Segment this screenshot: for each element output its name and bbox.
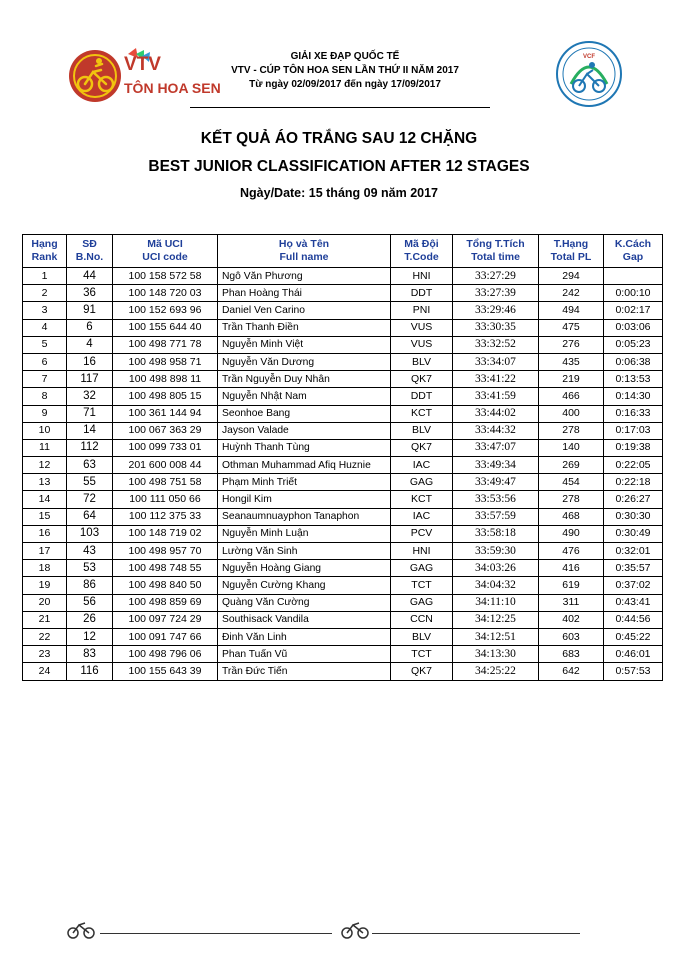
cell-pl: 278 [539,491,604,508]
cyclist-signature-icon [64,918,98,940]
cell-team: CCN [391,611,453,628]
cell-pl: 475 [539,319,604,336]
cell-uci: 100 112 375 33 [113,508,218,525]
cell-bno: 6 [67,319,113,336]
cell-bno: 112 [67,439,113,456]
cell-uci: 100 498 859 69 [113,594,218,611]
cell-team: VUS [391,336,453,353]
table-row [23,388,663,405]
table-row [23,491,663,508]
cell-bno: 71 [67,405,113,422]
table-row [23,611,663,628]
cell-pl: 603 [539,628,604,645]
cell-gap: 0:05:23 [604,336,663,353]
cell-rank: 24 [23,663,67,680]
cell-rank: 18 [23,560,67,577]
cell-uci: 100 498 771 78 [113,336,218,353]
cell-team: DDT [391,388,453,405]
cell-uci: 100 152 693 96 [113,302,218,319]
cell-time: 33:41:22 [453,371,539,388]
signature-line-1 [100,933,332,934]
table-row [23,285,663,302]
cell-team: HNI [391,268,453,285]
cell-bno: 44 [67,268,113,285]
cell-time: 34:03:26 [453,560,539,577]
cell-pl: 642 [539,663,604,680]
cell-uci: 100 148 720 03 [113,285,218,302]
cell-gap: 0:13:53 [604,371,663,388]
cell-name: Ngô Văn Phương [218,268,391,285]
cell-bno: 43 [67,543,113,560]
table-row [23,646,663,663]
cell-bno: 103 [67,525,113,542]
cell-time: 33:27:29 [453,268,539,285]
results-table [22,234,663,681]
col-header-name: Họ và Tên Full name [218,235,391,268]
cell-uci: 100 067 363 29 [113,422,218,439]
cell-pl: 683 [539,646,604,663]
cell-gap: 0:00:10 [604,285,663,302]
cell-pl: 219 [539,371,604,388]
cell-gap: 0:46:01 [604,646,663,663]
cell-name: Southisack Vandila [218,611,391,628]
cell-pl: 276 [539,336,604,353]
table-row [23,525,663,542]
cell-name: Trần Thanh Điền [218,319,391,336]
vcf-abbr-text: VCF [583,54,595,60]
cell-team: VUS [391,319,453,336]
cell-bno: 56 [67,594,113,611]
cell-name: Quàng Văn Cường [218,594,391,611]
table-row [23,302,663,319]
cell-uci: 100 498 751 58 [113,474,218,491]
cell-team: PNI [391,302,453,319]
cell-rank: 16 [23,525,67,542]
cell-gap: 0:30:49 [604,525,663,542]
col-header-total-pl: T.Hạng Total PL [539,235,604,268]
cell-name: Nguyễn Văn Dương [218,353,391,370]
cell-bno: 116 [67,663,113,680]
cell-bno: 4 [67,336,113,353]
cell-rank: 19 [23,577,67,594]
cell-name: Trần Đức Tiến [218,663,391,680]
cell-time: 33:34:07 [453,353,539,370]
table-header-row [23,235,663,268]
cell-pl: 454 [539,474,604,491]
cell-gap: 0:22:18 [604,474,663,491]
cell-rank: 10 [23,422,67,439]
cell-team: QK7 [391,663,453,680]
cell-uci: 100 111 050 66 [113,491,218,508]
cell-team: IAC [391,508,453,525]
result-date: Ngày/Date: 15 tháng 09 năm 2017 [240,186,438,200]
cell-time: 34:11:10 [453,594,539,611]
cell-time: 33:57:59 [453,508,539,525]
cell-time: 34:12:25 [453,611,539,628]
cell-time: 33:30:35 [453,319,539,336]
col-header-gap: K.Cách Gap [604,235,663,268]
cell-team: DDT [391,285,453,302]
cell-pl: 416 [539,560,604,577]
cell-rank: 4 [23,319,67,336]
cell-rank: 14 [23,491,67,508]
cell-pl: 311 [539,594,604,611]
cell-pl: 619 [539,577,604,594]
cell-bno: 55 [67,474,113,491]
cell-name: Seanaumnuayphon Tanaphon [218,508,391,525]
ton-hoa-sen-text: TÔN HOA SEN [124,80,221,96]
cell-team: GAG [391,594,453,611]
cell-gap: 0:43:41 [604,594,663,611]
cell-team: GAG [391,560,453,577]
table-row [23,353,663,370]
cell-time: 33:41:59 [453,388,539,405]
cell-rank: 9 [23,405,67,422]
cell-name: Lường Văn Sinh [218,543,391,560]
cell-bno: 53 [67,560,113,577]
col-header-bib: SĐ B.No. [67,235,113,268]
cell-name: Nguyễn Minh Luận [218,525,391,542]
cell-gap: 0:02:17 [604,302,663,319]
cell-gap: 0:03:06 [604,319,663,336]
cell-gap: 0:17:03 [604,422,663,439]
cell-uci: 201 600 008 44 [113,457,218,474]
cell-team: TCT [391,577,453,594]
table-row [23,594,663,611]
signature-line-2 [372,933,580,934]
cell-time: 33:53:56 [453,491,539,508]
cell-rank: 7 [23,371,67,388]
cell-bno: 86 [67,577,113,594]
cell-name: Hongil Kim [218,491,391,508]
cell-bno: 12 [67,628,113,645]
cell-team: TCT [391,646,453,663]
cell-bno: 36 [67,285,113,302]
cell-name: Daniel Ven Carino [218,302,391,319]
cell-team: BLV [391,628,453,645]
cell-gap: 0:35:57 [604,560,663,577]
cell-name: Jayson Valade [218,422,391,439]
table-row [23,336,663,353]
cell-gap: 0:30:30 [604,508,663,525]
cell-gap: 0:44:56 [604,611,663,628]
table-row [23,543,663,560]
col-header-uci: Mã UCI UCI code [113,235,218,268]
cell-name: Huỳnh Thanh Tùng [218,439,391,456]
table-row [23,577,663,594]
cell-bno: 14 [67,422,113,439]
cell-pl: 294 [539,268,604,285]
cell-gap [604,268,663,285]
cell-name: Trần Nguyễn Duy Nhân [218,371,391,388]
table-row [23,422,663,439]
cell-gap: 0:37:02 [604,577,663,594]
event-cup: VTV - CÚP TÔN HOA SEN LẦN THỨ II NĂM 2017 [231,65,459,76]
cell-pl: 402 [539,611,604,628]
cell-time: 33:27:39 [453,285,539,302]
cell-uci: 100 498 796 06 [113,646,218,663]
cell-uci: 100 097 724 29 [113,611,218,628]
cell-gap: 0:57:53 [604,663,663,680]
cell-uci: 100 155 643 39 [113,663,218,680]
cell-uci: 100 498 748 55 [113,560,218,577]
cell-time: 33:44:02 [453,405,539,422]
cell-time: 33:59:30 [453,543,539,560]
cell-time: 33:58:18 [453,525,539,542]
cell-uci: 100 091 747 66 [113,628,218,645]
cell-name: Seonhoe Bang [218,405,391,422]
cell-name: Nguyễn Minh Việt [218,336,391,353]
cell-uci: 100 361 144 94 [113,405,218,422]
cell-gap: 0:22:05 [604,457,663,474]
cell-rank: 12 [23,457,67,474]
vcf-cyclist-emblem-icon [555,40,623,108]
cell-gap: 0:26:27 [604,491,663,508]
cell-team: GAG [391,474,453,491]
cell-pl: 400 [539,405,604,422]
cell-time: 33:44:32 [453,422,539,439]
cell-team: PCV [391,525,453,542]
cell-rank: 17 [23,543,67,560]
cell-pl: 140 [539,439,604,456]
cell-pl: 435 [539,353,604,370]
cell-uci: 100 158 572 58 [113,268,218,285]
cell-time: 33:29:46 [453,302,539,319]
cell-bno: 64 [67,508,113,525]
event-name: GIẢI XE ĐẠP QUỐC TẾ [290,51,400,62]
table-row [23,560,663,577]
cell-uci: 100 498 958 71 [113,353,218,370]
cell-gap: 0:19:38 [604,439,663,456]
cell-bno: 32 [67,388,113,405]
table-row [23,474,663,491]
event-dates: Từ ngày 02/09/2017 đến ngày 17/09/2017 [249,79,441,90]
cell-rank: 8 [23,388,67,405]
cell-gap: 0:32:01 [604,543,663,560]
table-row [23,628,663,645]
cell-pl: 278 [539,422,604,439]
cell-bno: 72 [67,491,113,508]
cell-uci: 100 498 898 11 [113,371,218,388]
cell-rank: 13 [23,474,67,491]
cell-bno: 91 [67,302,113,319]
vcf-federation-logo [555,40,623,108]
cell-team: QK7 [391,439,453,456]
cell-team: KCT [391,491,453,508]
cell-pl: 269 [539,457,604,474]
cell-time: 34:04:32 [453,577,539,594]
cell-rank: 21 [23,611,67,628]
cell-rank: 1 [23,268,67,285]
col-header-rank: Hạng Rank [23,235,67,268]
cell-rank: 20 [23,594,67,611]
cell-name: Đinh Văn Linh [218,628,391,645]
cell-gap: 0:14:30 [604,388,663,405]
cell-gap: 0:16:33 [604,405,663,422]
cell-uci: 100 498 957 70 [113,543,218,560]
cell-name: Nguyễn Cường Khang [218,577,391,594]
cell-time: 34:12:51 [453,628,539,645]
cell-rank: 11 [23,439,67,456]
cell-rank: 5 [23,336,67,353]
cell-team: BLV [391,353,453,370]
title-english: BEST JUNIOR CLASSIFICATION AFTER 12 STAGES [148,158,530,175]
event-header [180,50,510,92]
cell-bno: 83 [67,646,113,663]
cell-pl: 490 [539,525,604,542]
table-row [23,508,663,525]
cell-rank: 2 [23,285,67,302]
cell-pl: 242 [539,285,604,302]
cell-rank: 3 [23,302,67,319]
cyclist-signature-icon [338,918,372,940]
cell-uci: 100 148 719 02 [113,525,218,542]
cell-rank: 6 [23,353,67,370]
cell-bno: 117 [67,371,113,388]
cell-time: 33:32:52 [453,336,539,353]
cell-bno: 16 [67,353,113,370]
cell-gap: 0:45:22 [604,628,663,645]
cell-rank: 15 [23,508,67,525]
table-row [23,663,663,680]
table-row [23,457,663,474]
title-vietnamese: KẾT QUẢ ÁO TRẮNG SAU 12 CHẶNG [200,130,478,147]
table-row [23,405,663,422]
vtv-logo-text: VTV [124,54,161,75]
cell-uci: 100 498 840 50 [113,577,218,594]
cell-pl: 476 [539,543,604,560]
cell-rank: 22 [23,628,67,645]
cell-pl: 494 [539,302,604,319]
col-header-total-time: Tổng T.Tích Total time [453,235,539,268]
table-row [23,268,663,285]
cell-uci: 100 498 805 15 [113,388,218,405]
cell-time: 33:49:34 [453,457,539,474]
cell-bno: 63 [67,457,113,474]
cell-team: BLV [391,422,453,439]
cell-name: Phạm Minh Triết [218,474,391,491]
cell-time: 34:25:22 [453,663,539,680]
cell-team: QK7 [391,371,453,388]
cell-uci: 100 099 733 01 [113,439,218,456]
cell-pl: 468 [539,508,604,525]
table-row [23,371,663,388]
cell-rank: 23 [23,646,67,663]
table-row [23,319,663,336]
cell-team: HNI [391,543,453,560]
cell-team: KCT [391,405,453,422]
cell-name: Nguyễn Hoàng Giang [218,560,391,577]
cell-name: Nguyễn Nhật Nam [218,388,391,405]
col-header-team: Mã Đội T.Code [391,235,453,268]
cell-pl: 466 [539,388,604,405]
cell-team: IAC [391,457,453,474]
cell-bno: 26 [67,611,113,628]
table-row [23,439,663,456]
cell-name: Phan Tuấn Vũ [218,646,391,663]
cell-name: Othman Muhammad Afiq Huznie [218,457,391,474]
cell-name: Phan Hoàng Thái [218,285,391,302]
cell-uci: 100 155 644 40 [113,319,218,336]
cell-time: 33:49:47 [453,474,539,491]
cell-time: 34:13:30 [453,646,539,663]
cell-time: 33:47:07 [453,439,539,456]
header-divider [190,107,490,108]
cell-gap: 0:06:38 [604,353,663,370]
